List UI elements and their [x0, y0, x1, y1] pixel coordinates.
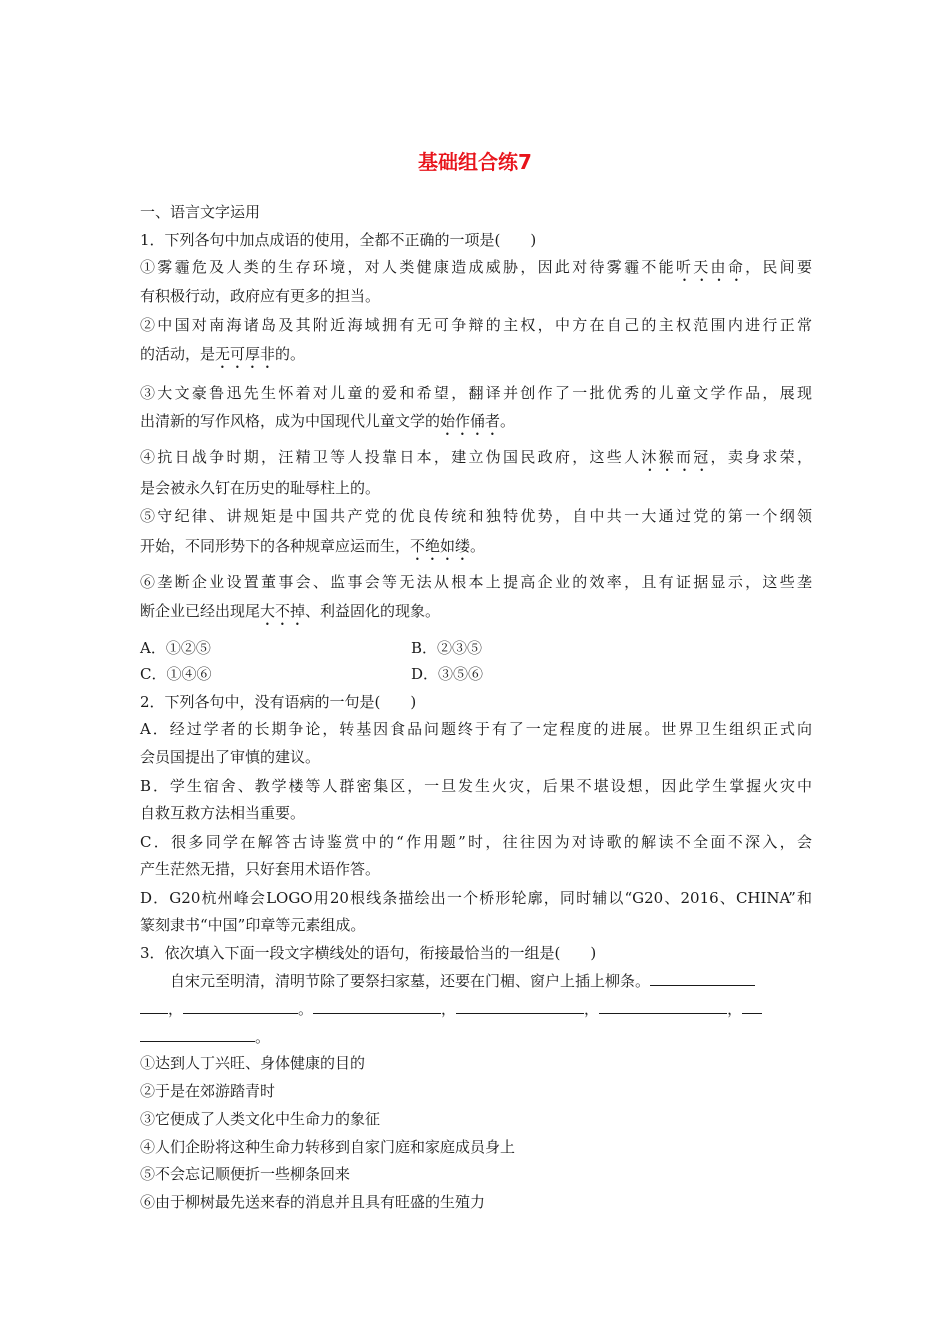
- q1-sentence-3-line-1: ③大文豪鲁迅先生怀着对儿童的爱和希望，翻译并创作了一批优秀的儿童文学作品，展现: [140, 384, 812, 402]
- q2-option-d-line-1: D．G20杭州峰会LOGO用20根线条描绘出一个桥形轮廓，同时辅以“G20、2016、CHINA”和: [140, 889, 812, 907]
- question-1-stem: 1．下列各句中加点成语的使用，全都不正确的一项是( ): [140, 231, 537, 249]
- q3-passage-line-2: ， 。 ， ， ，: [140, 999, 812, 1019]
- q2-option-a-line-1: A．经过学者的长期争论，转基因食品问题终于有了一定程度的进展。世界卫生组织正式向: [140, 720, 812, 738]
- answer-blank: [650, 971, 755, 986]
- q1-sentence-6-line-1: ⑥垄断企业设置董事会、监事会等无法从根本上提高企业的效率，且有证据显示，这些垄: [140, 573, 812, 591]
- dotted-idiom: 无可厚非: [215, 345, 276, 363]
- dotted-idiom: 听天由命: [675, 258, 746, 276]
- answer-blank: [140, 1027, 255, 1042]
- q1-sentence-4-line-1: ④抗日战争时期，汪精卫等人投靠日本，建立伪国民政府，这些人沐猴而冠，卖身求荣，: [140, 448, 812, 466]
- question-3-stem: 3．依次填入下面一段文字横线处的语句，衔接最恰当的一组是( ): [140, 944, 597, 962]
- q2-option-b-line-1: B．学生宿舍、教学楼等人群密集区，一旦发生火灾，后果不堪设想，因此学生掌握火灾中: [140, 777, 812, 795]
- dotted-idiom: 不绝如缕: [410, 537, 471, 555]
- q3-item: ④人们企盼将这种生命力转移到自家门庭和家庭成员身上: [140, 1138, 516, 1156]
- question-2-stem: 2．下列各句中，没有语病的一句是( ): [140, 693, 417, 711]
- dotted-idiom: 沐猴而冠: [641, 448, 711, 466]
- q3-item: ②于是在郊游踏青时: [140, 1082, 276, 1100]
- q1-option-a: A．①②⑤: [140, 639, 211, 657]
- answer-blank: [140, 999, 168, 1014]
- answer-blank: [599, 999, 727, 1014]
- q3-item: ①达到人丁兴旺、身体健康的目的: [140, 1054, 366, 1072]
- q1-option-c: C．①④⑥: [140, 665, 212, 683]
- page-title: 基础组合练7: [418, 150, 532, 174]
- answer-blank: [183, 999, 298, 1014]
- q2-option-b-line-2: 自救互救方法相当重要。: [140, 804, 306, 822]
- q2-option-c-line-1: C．很多同学在解答古诗鉴赏中的“作用题”时，往往因为对诗歌的解读不全面不深入，会: [140, 833, 812, 851]
- dotted-idiom: 大不掉: [260, 602, 306, 620]
- q1-sentence-3-line-2: 出清新的写作风格，成为中国现代儿童文学的始作俑者。: [140, 412, 516, 430]
- q2-option-d-line-2: 篆刻隶书“中国”印章等元素组成。: [140, 916, 366, 934]
- q3-item: ⑥由于柳树最先送来春的消息并且具有旺盛的生殖力: [140, 1193, 486, 1211]
- q1-sentence-2-line-1: ②中国对南海诸岛及其附近海域拥有无可争辩的主权，中方在自己的主权范围内进行正常: [140, 316, 812, 334]
- q1-option-d: D．③⑤⑥: [411, 665, 484, 683]
- q3-passage-line-3: 。: [140, 1027, 812, 1047]
- q2-option-c-line-2: 产生茫然无措，只好套用术语作答。: [140, 860, 381, 878]
- q1-sentence-1-line-1: ①雾霾危及人类的生存环境，对人类健康造成威胁，因此对待雾霾不能听天由命，民间要: [140, 258, 812, 276]
- q3-item: ③它便成了人类文化中生命力的象征: [140, 1110, 381, 1128]
- q1-sentence-5-line-1: ⑤守纪律、讲规矩是中国共产党的优良传统和独特优势，自中共一大通过党的第一个纲领: [140, 507, 812, 525]
- q1-sentence-2-line-2: 的活动，是无可厚非的。: [140, 345, 306, 363]
- section-heading: 一、语言文字运用: [140, 203, 261, 221]
- q1-option-b: B．②③⑤: [411, 639, 483, 657]
- q1-sentence-6-line-2: 断企业已经出现尾大不掉、利益固化的现象。: [140, 602, 441, 620]
- answer-blank: [742, 999, 762, 1014]
- answer-blank: [456, 999, 584, 1014]
- q1-sentence-5-line-2: 开始，不同形势下的各种规章应运而生，不绝如缕。: [140, 537, 486, 555]
- dotted-idiom: 始作俑者: [440, 412, 501, 430]
- answer-blank: [313, 999, 441, 1014]
- q1-sentence-1-line-2: 有积极行动，政府应有更多的担当。: [140, 287, 381, 305]
- q3-passage-line-1: 自宋元至明清，清明节除了要祭扫家墓，还要在门楣、窗户上插上柳条。: [140, 971, 812, 991]
- q3-item: ⑤不会忘记顺便折一些柳条回来: [140, 1165, 351, 1183]
- q1-sentence-4-line-2: 是会被永久钉在历史的耻辱柱上的。: [140, 479, 381, 497]
- q2-option-a-line-2: 会员国提出了审慎的建议。: [140, 748, 321, 766]
